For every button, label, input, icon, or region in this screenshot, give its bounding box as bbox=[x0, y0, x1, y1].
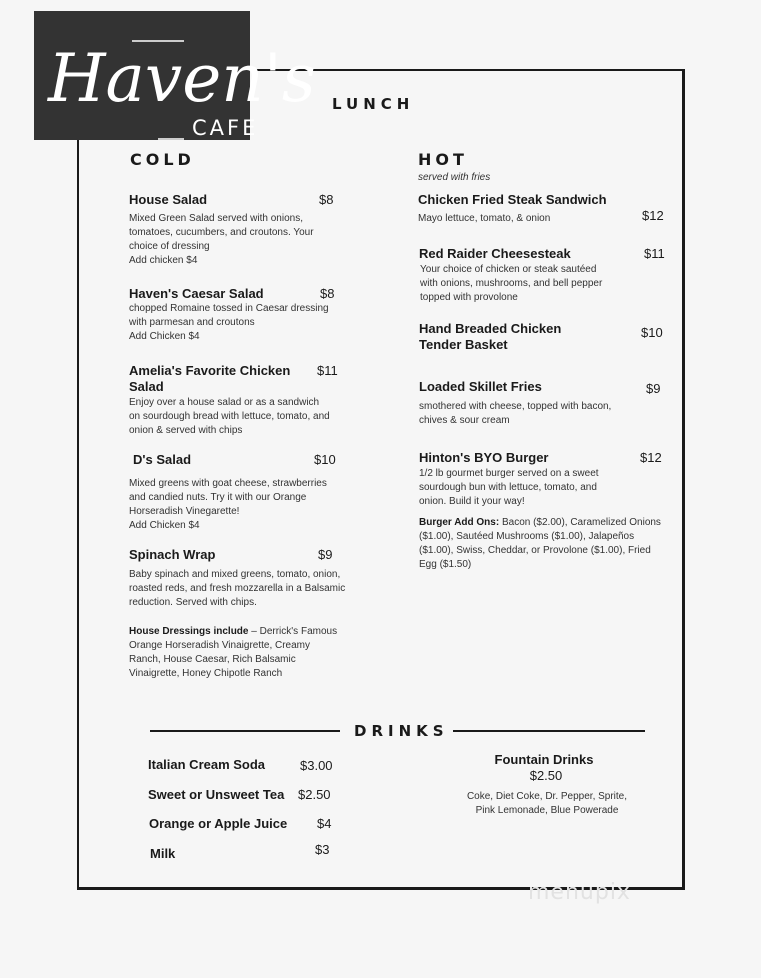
menu-item-price: $11 bbox=[644, 246, 665, 261]
menu-item-price: $10 bbox=[314, 452, 336, 467]
fountain-drinks-desc: Coke, Diet Coke, Dr. Pepper, Sprite, Pink Lemonade, Blue Powerade bbox=[466, 791, 628, 816]
menu-item-name: Spinach Wrap bbox=[129, 547, 216, 562]
menu-item-price: $11 bbox=[317, 363, 338, 378]
dressings-label: House Dressings include bbox=[129, 626, 249, 637]
menu-item-name: House Salad bbox=[129, 192, 208, 207]
fountain-drinks-name: Fountain Drinks bbox=[494, 752, 594, 767]
drinks-divider-right bbox=[453, 730, 645, 732]
drink-name: Italian Cream Soda bbox=[148, 757, 266, 772]
menu-title: LUNCH bbox=[332, 95, 415, 113]
menu-item-desc: smothered with cheese, topped with bacon, chives & sour cream bbox=[419, 401, 612, 426]
menu-item-name: Amelia's Favorite Chicken Salad bbox=[129, 363, 291, 394]
menu-item-name: Loaded Skillet Fries bbox=[419, 379, 542, 394]
drink-name: Orange or Apple Juice bbox=[149, 816, 288, 831]
addons-label: Burger Add Ons: bbox=[419, 517, 500, 528]
menu-item-desc: Enjoy over a house salad or as a sandwich on sourdough bread with lettuce, tomato, and onion & served with chips bbox=[129, 397, 330, 436]
menu-item-price: $8 bbox=[319, 192, 334, 207]
drink-name: Sweet or Unsweet Tea bbox=[148, 787, 285, 802]
fountain-drinks-price: $2.50 bbox=[529, 768, 563, 783]
menu-item-desc: Mayo lettuce, tomato, & onion bbox=[418, 213, 551, 224]
menu-item-price: $9 bbox=[646, 381, 661, 396]
menu-item-price: $12 bbox=[642, 208, 664, 223]
drink-price: $3.00 bbox=[300, 758, 333, 773]
menu-item-desc: Your choice of chicken or steak sautéed with onions, mushrooms, and bell pepper topped with provolone bbox=[420, 264, 603, 303]
menu-item-desc: 1/2 lb gourmet burger served on a sweet sourdough bun with lettuce, tomato, and onion. Build it your way! bbox=[419, 468, 599, 507]
menu-item-desc: Mixed greens with goat cheese, strawberries and candied nuts. Try it with our Orange Horseradish Vinegarette! Add Chicken $4 bbox=[129, 478, 327, 531]
drink-name: Milk bbox=[150, 846, 176, 861]
hot-section-title: HOT bbox=[418, 150, 468, 169]
watermark-text: menupix bbox=[528, 880, 631, 905]
menu-item-price: $9 bbox=[318, 547, 333, 562]
drink-price: $2.50 bbox=[298, 787, 331, 802]
logo-script-text: Haven's bbox=[48, 40, 316, 117]
drinks-divider-left bbox=[150, 730, 340, 732]
hot-subtitle: served with fries bbox=[418, 172, 491, 183]
house-dressings-note: House Dressings include – Derrick's Famous Orange Horseradish Vinaigrette, Creamy Ranch, House Caesar, Rich Balsamic Vinaigrette, Honey Chipotle Ranch bbox=[129, 626, 338, 679]
menu-item-name: Red Raider Cheesesteak bbox=[419, 246, 571, 261]
menu-item-price: $10 bbox=[641, 325, 663, 340]
cold-section-title: COLD bbox=[130, 150, 195, 169]
menu-item-desc: Mixed Green Salad served with onions, tomatoes, cucumbers, and croutons. Your choice of dressing Add chicken $4 bbox=[129, 213, 314, 266]
menu-item-desc: Baby spinach and mixed greens, tomato, onion, roasted reds, and fresh mozzarella in a Balsamic reduction. Served with chips. bbox=[129, 569, 346, 608]
logo-cafe-text: CAFE bbox=[192, 116, 259, 140]
menu-item-name: Chicken Fried Steak Sandwich bbox=[418, 192, 607, 207]
drink-price: $4 bbox=[317, 816, 332, 831]
menu-item-name: D's Salad bbox=[133, 452, 192, 467]
menu-item-price: $12 bbox=[640, 450, 662, 465]
menu-item-desc: chopped Romaine tossed in Caesar dressing with parmesan and croutons Add Chicken $4 bbox=[129, 303, 329, 342]
menu-item-price: $8 bbox=[320, 286, 335, 301]
cafe-logo bbox=[34, 11, 316, 140]
menu-item-name: Haven's Caesar Salad bbox=[129, 286, 264, 301]
drinks-section-title: DRINKS bbox=[354, 722, 449, 740]
menu-item-name: Hand Breaded Chicken Tender Basket bbox=[419, 321, 562, 352]
drink-price: $3 bbox=[315, 842, 330, 857]
menu-item-name: Hinton's BYO Burger bbox=[419, 450, 549, 465]
burger-addons-note: Burger Add Ons: Bacon ($2.00), Caramelized Onions ($1.00), Sautéed Mushrooms ($1.00), Jalapeños ($1.00), Swiss, Cheddar, or Provolone ($1.00), Fried Egg ($1.50) bbox=[419, 517, 661, 570]
